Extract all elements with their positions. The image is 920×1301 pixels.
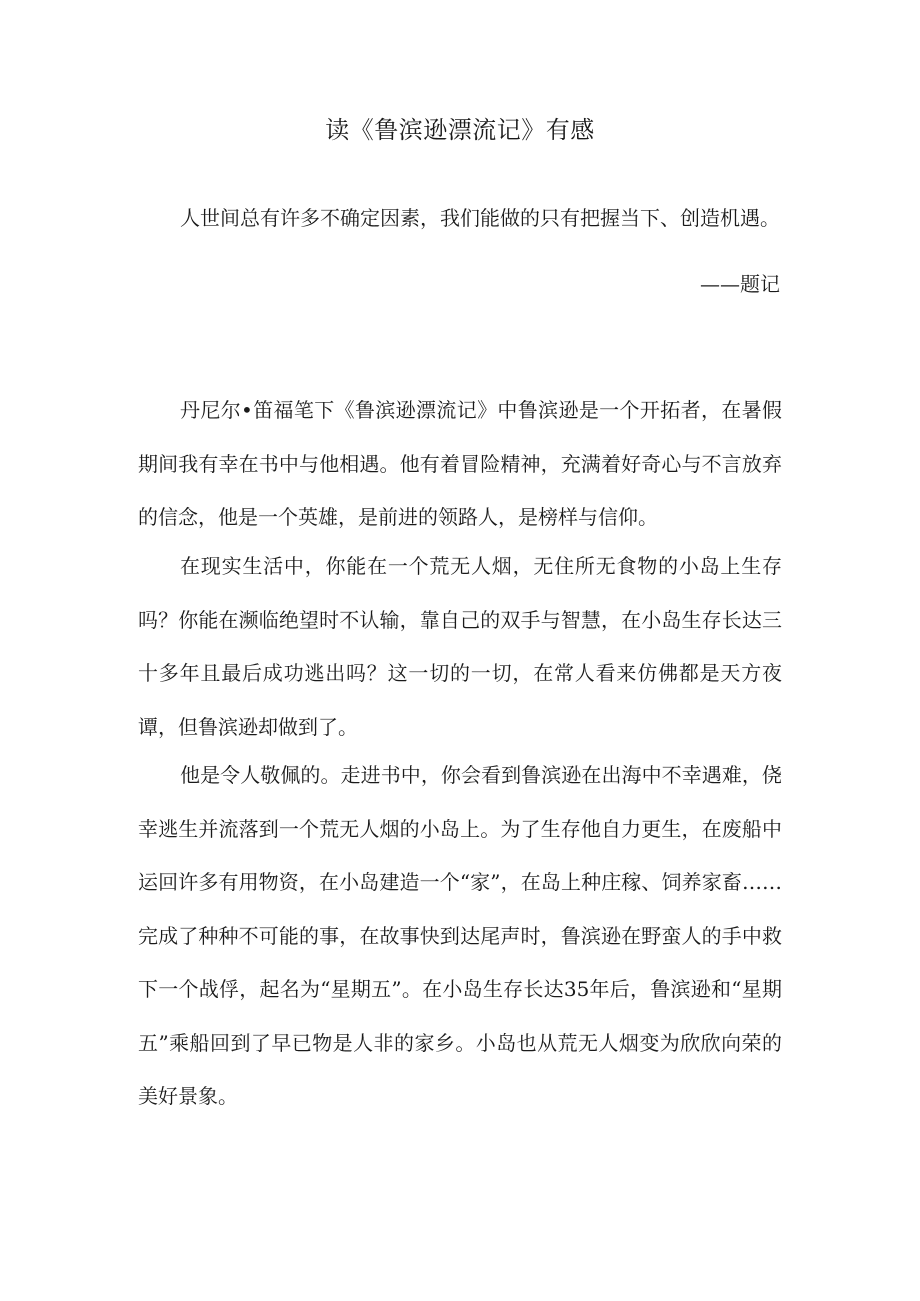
- epigraph: 人世间总有许多不确定因素，我们能做的只有把握当下、创造机遇。: [180, 206, 780, 230]
- paragraph: 在现实生活中，你能在一个荒无人烟，无住所无食物的小岛上生存吗？你能在濒临绝望时不认输，靠自己的双手与智慧，在小岛生存长达三十多年且最后成功逃出吗？这一切的一切，在常人看来仿佛都是天方夜谭，但鲁滨逊却做到了。: [138, 554, 782, 739]
- paragraph: 丹尼尔•笛福笔下《鲁滨逊漂流记》中鲁滨逊是一个开拓者，在暑假期间我有幸在书中与他相遇。他有着冒险精神，充满着好奇心与不言放弃的信念，他是一个英雄，是前进的领路人，是榜样与信仰。: [138, 398, 782, 529]
- epigraph-attribution: ——题记: [700, 272, 780, 296]
- page-title: 读《鲁滨逊漂流记》有感: [325, 116, 595, 144]
- paragraph: 他是令人敬佩的。走进书中，你会看到鲁滨逊在出海中不幸遇难，侥幸逃生并流落到一个荒无人烟的小岛上。为了生存他自力更生，在废船中运回许多有用物资，在小岛建造一个“家”，在岛上种庄稼、饲养家畜……完成了种种不可能的事，在故事快到达尾声时，鲁滨逊在野蛮人的手中救下一个战俘，起名为“星期五”。在小岛生存长达35年后，鲁滨逊和“星期五”乘船回到了早已物是人非的家乡。小岛也从荒无人烟变为欣欣向荣的美好景象。: [138, 763, 782, 1108]
